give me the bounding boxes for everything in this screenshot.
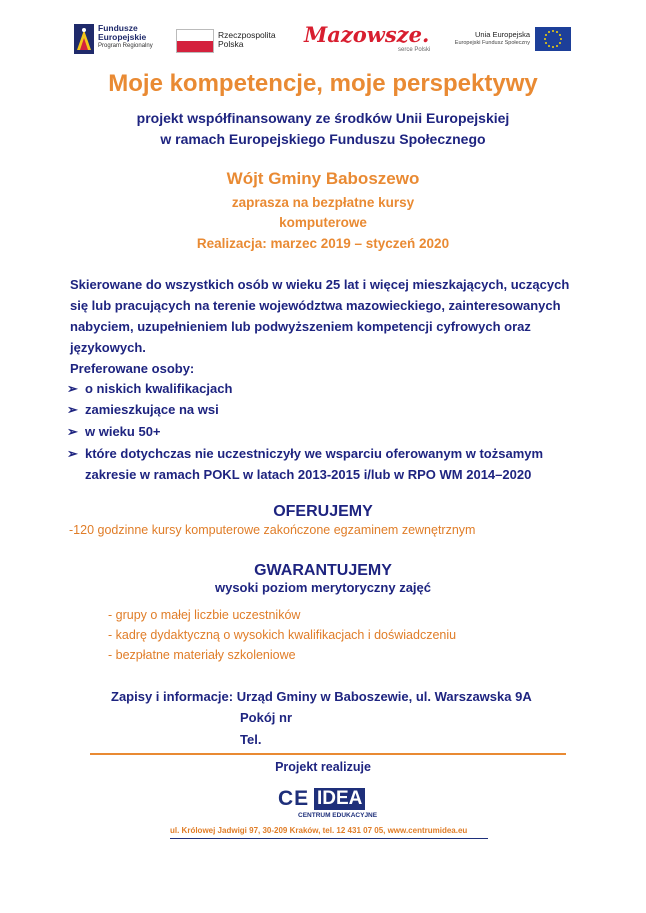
invite-line-2: komputerowe — [279, 215, 367, 230]
arrow-bullet-icon: ➢ — [67, 446, 78, 461]
arrow-bullet-icon: ➢ — [67, 402, 78, 417]
guarantee-item: - bezpłatne materiały szkoleniowe — [108, 648, 296, 662]
description-line-3: nabyciem, uzupełnieniem lub podwyższeniem kompetencji cyfrowych oraz — [70, 319, 531, 334]
logo-ce-text: CE — [278, 787, 310, 810]
eu-flag-icon — [535, 27, 571, 51]
mazowsze-logo: Mazowsze. — [304, 22, 430, 47]
description-line-2: się lub pracujących na terenie województwa mazowieckiego, zainteresowanych — [70, 298, 561, 313]
polska-text: Rzeczpospolita Polska — [218, 30, 276, 49]
unia-europejska-text: Unia Europejska Europejski Fundusz Społeczny — [454, 30, 530, 46]
fundusze-europejskie-text: Fundusze Europejskie Program Regionalny — [98, 23, 153, 49]
page-title: Moje kompetencje, moje perspektywy — [108, 70, 538, 97]
guarantee-subheading: wysoki poziom merytoryczny zajęć — [214, 580, 432, 595]
contact-room: Pokój nr — [240, 710, 293, 725]
polish-flag-icon — [176, 29, 214, 53]
guarantee-heading: GWARANTUJEMY — [254, 562, 392, 579]
arrow-bullet-icon: ➢ — [67, 381, 78, 396]
list-item: ➢ w wieku 50+ — [67, 424, 161, 439]
logo-subtitle: CENTRUM EDUKACYJNE — [298, 812, 378, 819]
contact-phone: Tel. — [240, 732, 262, 747]
invite-line-1: zaprasza na bezpłatne kursy — [231, 195, 415, 210]
footer-address: ul. Królowej Jadwigi 97, 30-209 Kraków, tel. 12 431 07 05, www.centrumidea.eu — [170, 826, 468, 835]
realization-dates: Realizacja: marzec 2019 – styczeń 2020 — [196, 236, 450, 251]
list-item: ➢ o niskich kwalifikacjach — [67, 381, 233, 396]
description-line-4: językowych. — [70, 340, 146, 355]
guarantee-item: - grupy o małej liczbie uczestników — [108, 608, 301, 622]
project-by-label: Projekt realizuje — [275, 760, 371, 774]
guarantee-item: - kadrę dydaktyczną o wysokich kwalifikacjach i doświadczeniu — [108, 628, 457, 642]
subtitle-line-1: projekt współfinansowany ze środków Unii Europejskiej — [136, 110, 510, 126]
divider — [90, 753, 566, 755]
arrow-bullet-icon: ➢ — [67, 424, 78, 439]
host-heading: Wójt Gminy Baboszewo — [226, 169, 420, 188]
offer-item: -120 godzinne kursy komputerowe zakończone egzaminem zewnętrznym — [69, 523, 476, 537]
logo-idea-text: IDEA — [314, 788, 365, 810]
preferred-label: Preferowane osoby: — [70, 361, 195, 376]
mazowsze-tagline: serce Polski — [398, 47, 431, 53]
list-item: ➢ zamieszkujące na wsi — [67, 402, 219, 417]
description-line-1: Skierowane do wszystkich osób w wieku 25 lat i więcej mieszkających, uczących — [70, 277, 570, 292]
fundusze-europejskie-logo-icon — [74, 24, 94, 54]
subtitle-line-2: w ramach Europejskiego Funduszu Społecznego — [160, 131, 486, 147]
list-item: ➢ które dotychczas nie uczestniczyły we wsparciu oferowanym w tożsamym — [67, 446, 544, 461]
footer-divider — [170, 838, 488, 839]
contact-line: Zapisy i informacje: Urząd Gminy w Baboszewie, ul. Warszawska 9A — [111, 689, 532, 704]
list-item-continuation: zakresie w ramach POKL w latach 2013-2015 i/lub w RPO WM 2014–2020 — [85, 467, 532, 482]
offer-heading: OFERUJEMY — [273, 503, 373, 520]
